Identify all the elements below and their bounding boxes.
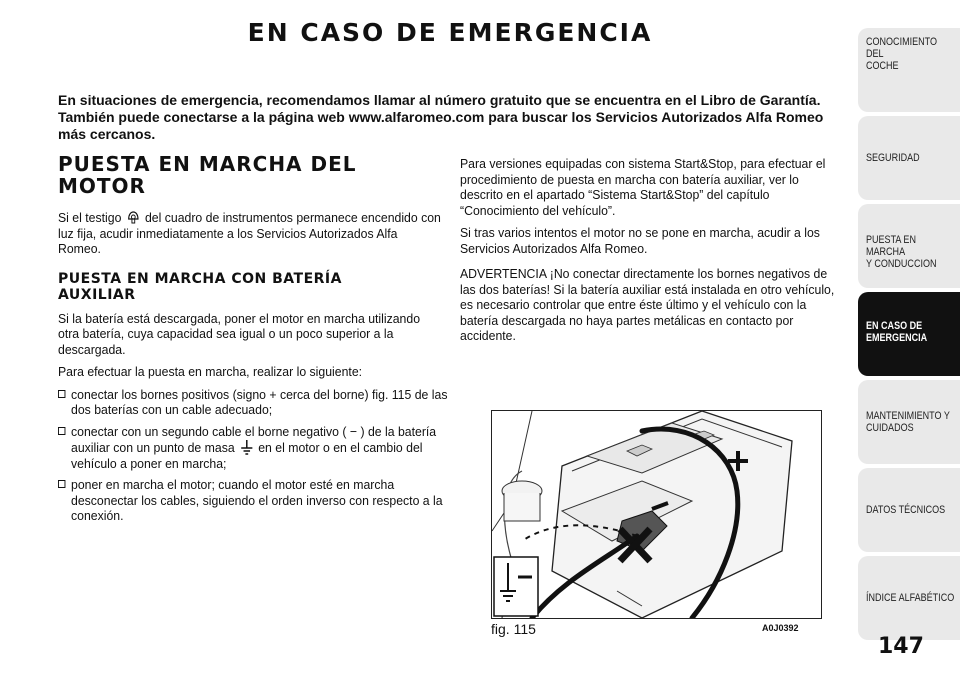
tab-label: DATOS TÉCNICOS: [866, 504, 946, 516]
tab-mantenimiento-y-cuidados[interactable]: [858, 380, 960, 464]
tab-seguridad[interactable]: [858, 116, 960, 200]
tab-label: EN CASO DE: [866, 320, 923, 332]
checkbox-bullet-icon: [58, 480, 65, 488]
checkbox-bullet-icon: [58, 390, 65, 398]
page-title: EN CASO DE EMERGENCIA: [247, 18, 653, 47]
left-column: [58, 152, 448, 530]
figure-caption: fig. 115: [491, 621, 536, 637]
step-text: conectar con un segundo cable el borne negativo ( − ) de la batería auxiliar con un punto de masa: [71, 423, 437, 455]
tab-conocimiento-del-coche[interactable]: [858, 28, 960, 112]
start-stop-paragraph: Para versiones equipadas con sistema Start&Stop, para efectuar el procedimiento de puesta en marcha con batería auxiliar, ver lo descrito en el apartado “Sistema Start&Stop” del capítulo “Conocimiento del vehículo”.: [460, 156, 826, 218]
tab-label: PUESTA EN MARCHA: [866, 234, 916, 258]
engine-immobilizer-icon: [126, 209, 141, 225]
text-fragment: Si el testigo: [58, 210, 122, 225]
procedure-steps: [58, 386, 448, 524]
tab-label: EMERGENCIA: [866, 332, 928, 344]
intro-paragraph: En situaciones de emergencia, recomendamos llamar al número gratuito que se encuentra en el Libro de Garantía. También puede conectarse a la página web www.alfaromeo.com para buscar los Servicios Autorizados Alfa Romeo más cercanos.: [58, 92, 824, 142]
tab-label: MANTENIMIENTO Y: [866, 410, 950, 422]
step-text: poner en marcha el motor; cuando el motor esté en marcha desconectar los cables, siguiendo el orden inverso con respecto a la conexión.: [71, 477, 443, 523]
right-column: [460, 156, 845, 351]
tab-label: COCHE: [866, 60, 899, 72]
step-text: conectar los bornes positivos (signo + cerca del borne) fig. 115 de las dos baterías con un cable adecuado;: [71, 386, 448, 417]
figure-code: A0J0392: [762, 623, 799, 633]
list-item: [58, 424, 454, 472]
tab-indice-alfabetico[interactable]: [858, 556, 960, 640]
tab-label: ÍNDICE ALFABÉTICO: [866, 592, 955, 604]
ground-symbol-icon: [239, 439, 254, 455]
battery-illustration: [492, 411, 821, 618]
section-title-line: PUESTA EN MARCHA CON BATERÍA: [58, 270, 342, 287]
text-fragment: del cuadro de instrumentos permanece encendido con luz fija, acudir inmediatamente a los Servicios Autorizados Alfa Romeo.: [58, 210, 441, 256]
tab-label: CUIDADOS: [866, 422, 914, 434]
engine-start-paragraph: [58, 209, 441, 257]
step-text: en el motor o en el cambio del vehículo a poner en marcha;: [71, 440, 423, 471]
service-paragraph: Si tras varios intentos el motor no se pone en marcha, acudir a los Servicios Autorizados Alfa Romeo.: [460, 225, 820, 256]
aux-battery-paragraph: Si la batería está descargada, poner el motor en marcha utilizando otra batería, cuya capacidad sea igual o un poco superior a la descargada.: [58, 310, 421, 357]
warning-paragraph: ADVERTENCIA ¡No conectar directamente los bornes negativos de las dos baterías! Si la batería auxiliar está instalada en otro vehículo, es necesario controlar que entre éste último y el vehículo con la batería descargada no haya partes metálicas en contacto por accidente.: [460, 266, 835, 343]
section-title-line: AUXILIAR: [58, 286, 136, 303]
tab-label: Y CONDUCCION: [866, 258, 937, 270]
chapter-tabs: [858, 28, 960, 644]
checkbox-bullet-icon: [58, 427, 65, 435]
procedure-intro: Para efectuar la puesta en marcha, realizar lo siguiente:: [58, 364, 363, 379]
tab-datos-tecnicos[interactable]: [858, 468, 960, 552]
tab-label: CONOCIMIENTO DEL: [866, 36, 937, 60]
section-title-line: MOTOR: [58, 174, 146, 198]
section-aux-battery-title: [58, 271, 443, 303]
tab-label: SEGURIDAD: [866, 152, 920, 164]
tab-puesta-en-marcha[interactable]: [858, 204, 960, 288]
section-title-line: PUESTA EN MARCHA DEL: [58, 152, 357, 176]
tab-en-caso-de-emergencia[interactable]: [858, 292, 960, 376]
page-number: 147: [878, 634, 924, 659]
list-item: [58, 477, 454, 524]
section-engine-start-title: [58, 153, 443, 197]
battery-jump-start-figure: [491, 410, 822, 619]
list-item: [58, 387, 454, 418]
